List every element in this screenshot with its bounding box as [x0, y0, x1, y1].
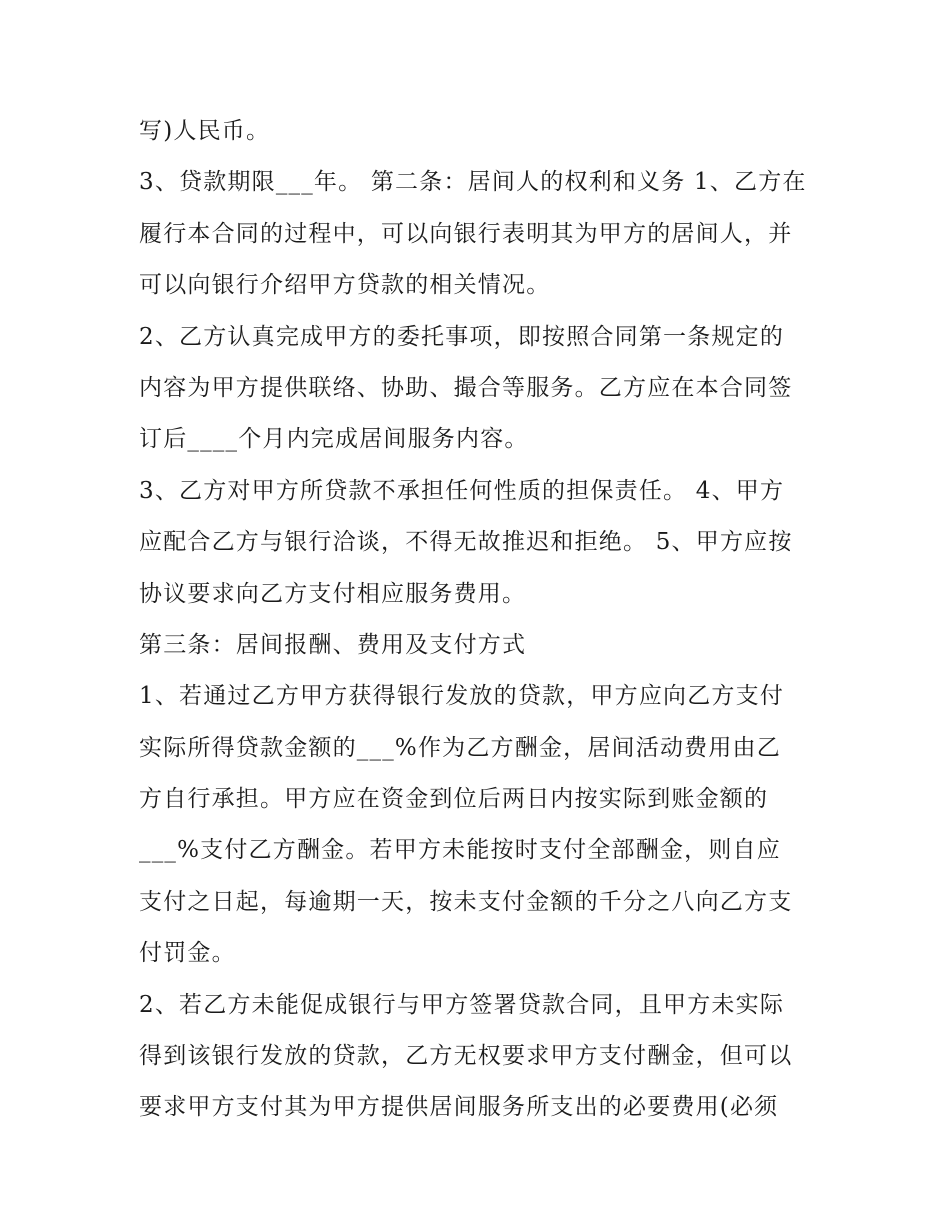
text-line: 付罚金。 — [139, 940, 236, 967]
text-line: 3、贷款期限___年。 第二条：居间人的权利和义务 1、乙方在 — [139, 169, 807, 196]
text-line: 内容为甲方提供联络、协助、撮合等服务。乙方应在本合同签 — [139, 374, 793, 401]
section-heading: 第三条：居间报酬、费用及支付方式 — [139, 631, 527, 658]
text-line: 应配合乙方与银行洽谈，不得无故推迟和拒绝。 5、甲方应按 — [139, 529, 793, 556]
text-line: 协议要求向乙方支付相应服务费用。 — [139, 580, 527, 607]
text-line: ___%支付乙方酬金。若甲方未能按时支付全部酬金，则自应 — [139, 837, 781, 864]
text-line: 2、若乙方未能促成银行与甲方签署贷款合同，且甲方未实际 — [139, 991, 785, 1018]
text-line: 可以向银行介绍甲方贷款的相关情况。 — [139, 272, 551, 299]
text-line: 1、若通过乙方甲方获得银行发放的贷款，甲方应向乙方支付 — [139, 683, 785, 710]
text-line: 订后____个月内完成居间服务内容。 — [139, 426, 529, 453]
text-line: 得到该银行发放的贷款，乙方无权要求甲方支付酬金，但可以 — [139, 1043, 793, 1070]
text-line: 方自行承担。甲方应在资金到位后两日内按实际到账金额的 — [139, 786, 769, 813]
text-line: 写)人民币。 — [139, 118, 271, 144]
text-line: 2、乙方认真完成甲方的委托事项，即按照合同第一条规定的 — [139, 323, 785, 350]
document-page — [139, 106, 829, 1134]
text-line: 要求甲方支付其为甲方提供居间服务所支出的必要费用(必须 — [139, 1094, 779, 1121]
text-line: 实际所得贷款金额的___%作为乙方酬金，居间活动费用由乙 — [139, 734, 781, 761]
text-line: 履行本合同的过程中，可以向银行表明其为甲方的居间人，并 — [139, 220, 793, 247]
text-line: 支付之日起，每逾期一天，按未支付金额的千分之八向乙方支 — [139, 888, 793, 915]
text-line: 3、乙方对甲方所贷款不承担任何性质的担保责任。 4、甲方 — [139, 477, 785, 504]
